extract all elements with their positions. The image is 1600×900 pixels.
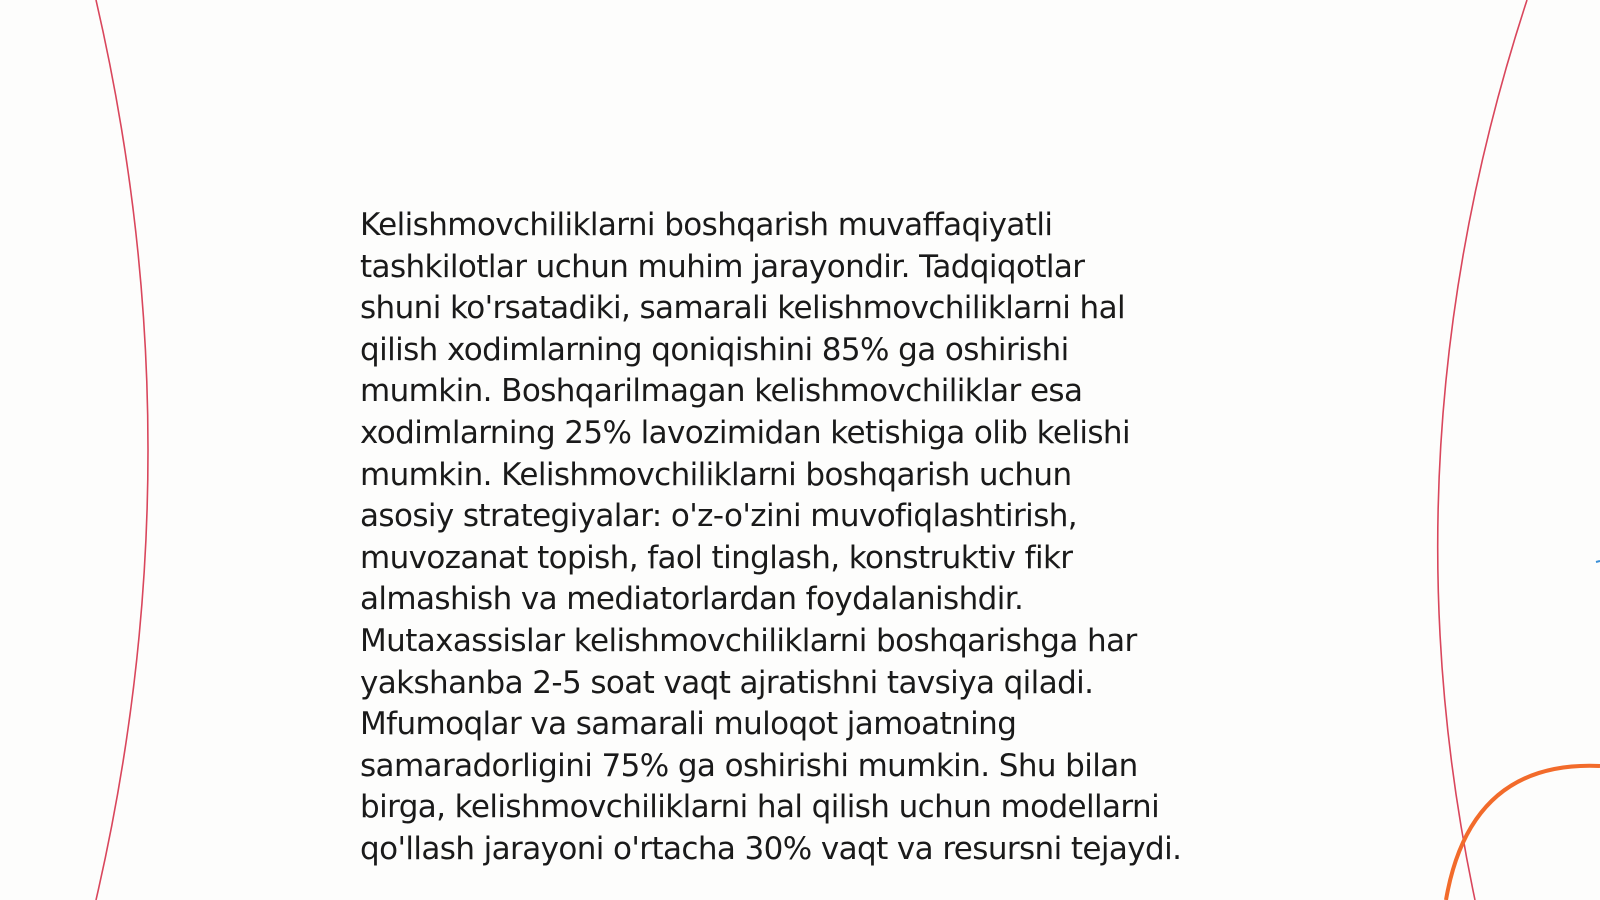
blue-mark-decoration — [1596, 561, 1600, 562]
body-line: samaradorligini 75% ga oshirishi mumkin. Shu bilan — [360, 747, 1138, 784]
body-line: almashish va mediatorlardan foydalanishdir. — [360, 581, 1024, 618]
orange-arc-decoration — [1446, 766, 1600, 900]
body-paragraph — [360, 205, 1260, 871]
body-line: muvozanat topish, faol tinglash, konstruktiv fikr — [360, 539, 1073, 576]
body-line: asosiy strategiyalar: o'z-o'zini muvofiqlashtirish, — [360, 498, 1078, 535]
body-line: birga, kelishmovchiliklarni hal qilish uchun modellarni — [360, 789, 1160, 826]
body-line: xodimlarning 25% lavozimidan ketishiga olib kelishi — [360, 414, 1130, 451]
right-curve-decoration — [1438, 0, 1527, 900]
left-curve-decoration — [96, 0, 148, 900]
body-line: mumkin. Boshqarilmagan kelishmovchiliklar esa — [360, 373, 1083, 410]
body-line: Mutaxassislar kelishmovchiliklarni boshqarishga har — [360, 622, 1137, 659]
body-line: qilish xodimlarning qoniqishini 85% ga oshirishi — [360, 331, 1069, 368]
body-line: tashkilotlar uchun muhim jarayondir. Tadqiqotlar — [360, 248, 1085, 285]
body-line: qo'llash jarayoni o'rtacha 30% vaqt va resursni tejaydi. — [360, 830, 1182, 867]
body-line: Mfumoqlar va samarali muloqot jamoatning — [360, 706, 1017, 743]
body-line: shuni ko'rsatadiki, samarali kelishmovchiliklarni hal — [360, 290, 1125, 327]
body-line: mumkin. Kelishmovchiliklarni boshqarish uchun — [360, 456, 1072, 493]
body-line: Kelishmovchiliklarni boshqarish muvaffaqiyatli — [360, 207, 1053, 243]
body-line: yakshanba 2-5 soat vaqt ajratishni tavsiya qiladi. — [360, 664, 1094, 701]
